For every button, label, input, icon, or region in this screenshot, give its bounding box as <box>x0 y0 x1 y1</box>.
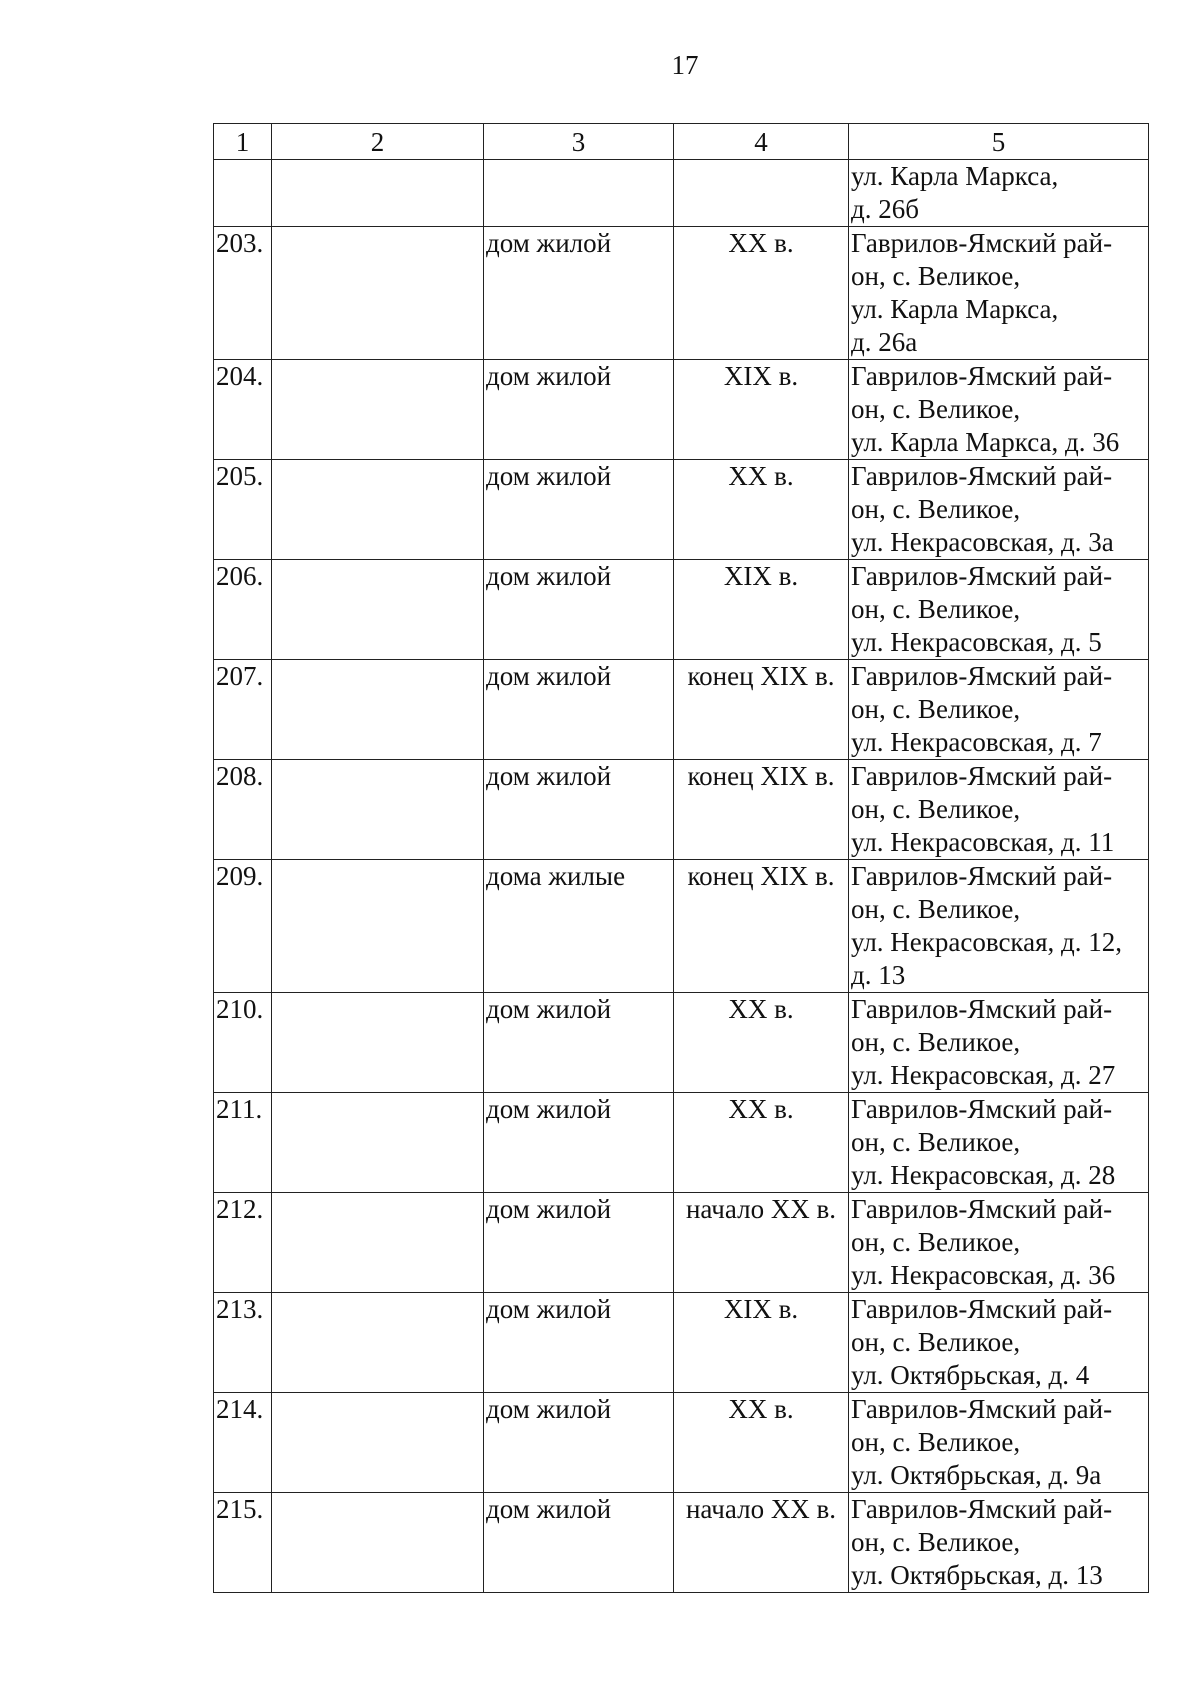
address-line: Гаврилов-Ямский рай- <box>851 661 1113 691</box>
object-address <box>849 227 1149 360</box>
address-line: Гаврилов-Ямский рай- <box>851 1194 1113 1224</box>
table-row <box>214 360 1149 460</box>
object-type: дом жилой <box>484 1393 674 1493</box>
address-line: ул. Октябрьская, д. 9а <box>851 1460 1102 1490</box>
object-type: дом жилой <box>484 760 674 860</box>
object-name <box>272 1293 484 1393</box>
address-line: он, с. Великое, <box>851 1527 1021 1557</box>
object-date: XX в. <box>674 1393 849 1493</box>
address-line: д. 13 <box>851 960 906 990</box>
table-row <box>214 1193 1149 1293</box>
row-number: 214. <box>214 1393 272 1493</box>
table-row <box>214 1493 1149 1593</box>
object-type: дом жилой <box>484 660 674 760</box>
row-number <box>214 160 272 227</box>
address-line: ул. Некрасовская, д. 27 <box>851 1060 1116 1090</box>
address-line: он, с. Великое, <box>851 894 1021 924</box>
address-line: он, с. Великое, <box>851 494 1021 524</box>
column-header-3: 3 <box>484 124 674 160</box>
object-date: начало XX в. <box>674 1493 849 1593</box>
address-line: ул. Некрасовская, д. 5 <box>851 627 1102 657</box>
address-line: ул. Некрасовская, д. 11 <box>851 827 1115 857</box>
object-address <box>849 560 1149 660</box>
address-line: ул. Некрасовская, д. 36 <box>851 1260 1116 1290</box>
column-header-1: 1 <box>214 124 272 160</box>
object-type: дом жилой <box>484 993 674 1093</box>
object-address <box>849 660 1149 760</box>
object-address <box>849 1493 1149 1593</box>
object-address <box>849 1093 1149 1193</box>
object-address <box>849 1393 1149 1493</box>
object-date: XX в. <box>674 1093 849 1193</box>
address-line: Гаврилов-Ямский рай- <box>851 1394 1113 1424</box>
address-line: он, с. Великое, <box>851 1327 1021 1357</box>
table-row <box>214 227 1149 360</box>
address-line: ул. Карла Маркса, д. 36 <box>851 427 1120 457</box>
address-line: ул. Карла Маркса, <box>851 161 1059 191</box>
table-row <box>214 1293 1149 1393</box>
object-date: XIX в. <box>674 560 849 660</box>
table-header-row <box>214 124 1149 160</box>
object-type: дом жилой <box>484 227 674 360</box>
object-address <box>849 860 1149 993</box>
address-line: он, с. Великое, <box>851 594 1021 624</box>
row-number: 213. <box>214 1293 272 1393</box>
row-number: 211. <box>214 1093 272 1193</box>
row-number: 203. <box>214 227 272 360</box>
address-line: Гаврилов-Ямский рай- <box>851 228 1113 258</box>
object-name <box>272 1393 484 1493</box>
address-line: ул. Карла Маркса, <box>851 294 1059 324</box>
object-name <box>272 1193 484 1293</box>
object-name <box>272 1093 484 1193</box>
object-type: дом жилой <box>484 1093 674 1193</box>
object-type: дом жилой <box>484 460 674 560</box>
table-row <box>214 760 1149 860</box>
object-date: XX в. <box>674 227 849 360</box>
address-line: он, с. Великое, <box>851 1027 1021 1057</box>
object-type: дом жилой <box>484 1293 674 1393</box>
address-line: Гаврилов-Ямский рай- <box>851 561 1113 591</box>
table-row <box>214 1393 1149 1493</box>
table-row <box>214 460 1149 560</box>
row-number: 212. <box>214 1193 272 1293</box>
heritage-registry-table <box>213 123 1149 1593</box>
address-line: ул. Некрасовская, д. 3а <box>851 527 1114 557</box>
address-line: он, с. Великое, <box>851 694 1021 724</box>
row-number: 204. <box>214 360 272 460</box>
page-number: 17 <box>671 50 699 80</box>
address-line: он, с. Великое, <box>851 394 1021 424</box>
object-date: XX в. <box>674 993 849 1093</box>
object-address <box>849 1293 1149 1393</box>
object-date: конец XIX в. <box>674 660 849 760</box>
column-header-4: 4 <box>674 124 849 160</box>
address-line: д. 26б <box>851 194 919 224</box>
address-line: ул. Октябрьская, д. 4 <box>851 1360 1090 1390</box>
address-line: д. 26а <box>851 327 918 357</box>
row-number: 207. <box>214 660 272 760</box>
object-address <box>849 160 1149 227</box>
address-line: он, с. Великое, <box>851 794 1021 824</box>
table-row <box>214 1093 1149 1193</box>
object-name <box>272 560 484 660</box>
row-number: 205. <box>214 460 272 560</box>
address-line: ул. Октябрьская, д. 13 <box>851 1560 1103 1590</box>
object-address <box>849 760 1149 860</box>
row-number: 210. <box>214 993 272 1093</box>
object-name <box>272 760 484 860</box>
object-name <box>272 1493 484 1593</box>
object-address <box>849 1193 1149 1293</box>
object-date: XIX в. <box>674 1293 849 1393</box>
address-line: Гаврилов-Ямский рай- <box>851 1494 1113 1524</box>
object-date: XX в. <box>674 460 849 560</box>
address-line: он, с. Великое, <box>851 261 1021 291</box>
address-line: Гаврилов-Ямский рай- <box>851 861 1113 891</box>
object-name <box>272 993 484 1093</box>
table-body <box>214 124 1149 1593</box>
address-line: он, с. Великое, <box>851 1127 1021 1157</box>
object-type <box>484 160 674 227</box>
row-number: 206. <box>214 560 272 660</box>
object-address <box>849 460 1149 560</box>
column-header-5: 5 <box>849 124 1149 160</box>
object-date: начало XX в. <box>674 1193 849 1293</box>
address-line: ул. Некрасовская, д. 12, <box>851 927 1123 957</box>
object-type: дом жилой <box>484 360 674 460</box>
table-row <box>214 560 1149 660</box>
address-line: ул. Некрасовская, д. 28 <box>851 1160 1116 1190</box>
table-row <box>214 860 1149 993</box>
row-number: 209. <box>214 860 272 993</box>
table-row <box>214 160 1149 227</box>
address-line: ул. Некрасовская, д. 7 <box>851 727 1102 757</box>
address-line: Гаврилов-Ямский рай- <box>851 361 1113 391</box>
object-address <box>849 993 1149 1093</box>
address-line: он, с. Великое, <box>851 1227 1021 1257</box>
object-date: XIX в. <box>674 360 849 460</box>
address-line: Гаврилов-Ямский рай- <box>851 1094 1113 1124</box>
object-name <box>272 160 484 227</box>
row-number: 208. <box>214 760 272 860</box>
column-header-2: 2 <box>272 124 484 160</box>
object-type: дом жилой <box>484 1493 674 1593</box>
address-line: Гаврилов-Ямский рай- <box>851 994 1113 1024</box>
object-name <box>272 360 484 460</box>
object-date: конец XIX в. <box>674 760 849 860</box>
object-date: конец XIX в. <box>674 860 849 993</box>
address-line: Гаврилов-Ямский рай- <box>851 461 1113 491</box>
object-name <box>272 227 484 360</box>
address-line: он, с. Великое, <box>851 1427 1021 1457</box>
object-type: дома жилые <box>484 860 674 993</box>
object-name <box>272 660 484 760</box>
table-row <box>214 993 1149 1093</box>
object-type: дом жилой <box>484 560 674 660</box>
object-date <box>674 160 849 227</box>
row-number: 215. <box>214 1493 272 1593</box>
address-line: Гаврилов-Ямский рай- <box>851 1294 1113 1324</box>
table-row <box>214 660 1149 760</box>
object-type: дом жилой <box>484 1193 674 1293</box>
address-line: Гаврилов-Ямский рай- <box>851 761 1113 791</box>
object-name <box>272 860 484 993</box>
object-name <box>272 460 484 560</box>
object-address <box>849 360 1149 460</box>
